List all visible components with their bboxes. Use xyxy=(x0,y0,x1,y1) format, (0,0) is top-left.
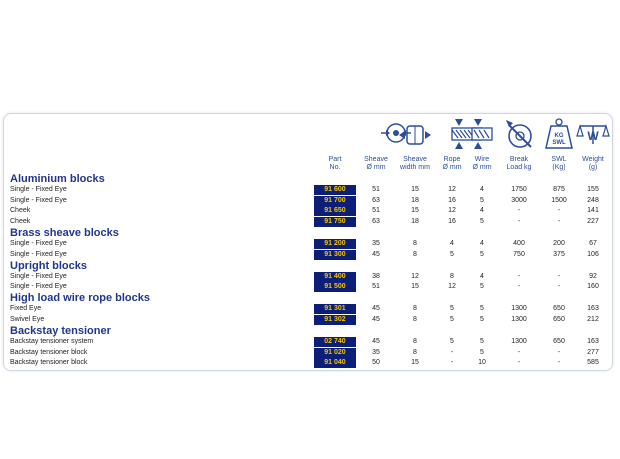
cell-sw: 8 xyxy=(413,305,417,313)
cell-weight: 163 xyxy=(587,338,599,345)
cell-weight: 277 xyxy=(587,348,599,356)
cell-break: 750 xyxy=(513,250,525,258)
cell-wire: 5 xyxy=(480,283,484,291)
header-part-line-2: No. xyxy=(329,164,341,171)
cell-swl: - xyxy=(557,283,561,291)
cell-weight: 227 xyxy=(587,217,599,225)
cell-weight: 155 xyxy=(587,186,599,193)
part-number: 91 600 xyxy=(314,185,356,195)
cell-wire: 4 xyxy=(480,186,484,193)
cell-sw: 18 xyxy=(411,196,419,204)
cell-rope: 12 xyxy=(448,283,456,291)
cell-break: - xyxy=(517,359,521,367)
cell-sw: 18 xyxy=(411,217,419,225)
row-description: Single - Fixed Eye xyxy=(10,272,67,280)
row-description: Single - Fixed Eye xyxy=(10,250,67,258)
cell-swl: 1500 xyxy=(551,196,567,204)
cell-weight: 92 xyxy=(589,272,597,280)
wire-diameter-icon xyxy=(470,118,494,150)
cell-sd: 35 xyxy=(372,348,380,356)
cell-swl: 650 xyxy=(553,305,565,313)
break-load-icon xyxy=(504,118,536,150)
row-description: Backstay tensioner block xyxy=(10,359,88,367)
header-break-line-1: Break xyxy=(509,156,529,163)
cell-weight: 585 xyxy=(587,359,599,367)
header-wire-line-2: Ø mm xyxy=(472,164,492,171)
cell-break: - xyxy=(517,283,521,291)
cell-weight: 160 xyxy=(587,283,599,291)
cell-sd: 51 xyxy=(372,207,380,215)
part-number: 91 040 xyxy=(314,358,356,368)
table-row xyxy=(0,196,620,206)
header-rope-line-1: Rope xyxy=(443,156,461,163)
weight-scale-icon xyxy=(576,120,610,148)
table-row xyxy=(0,348,620,358)
cell-weight: 248 xyxy=(587,196,599,204)
swl-icon-text-1: KG xyxy=(554,133,564,139)
part-number: 91 650 xyxy=(314,206,356,216)
cell-weight: 163 xyxy=(587,305,599,313)
header-weight-line-2: (g) xyxy=(588,164,598,171)
cell-sd: 63 xyxy=(372,196,380,204)
cell-weight: 141 xyxy=(587,207,599,215)
cell-sd: 63 xyxy=(372,217,380,225)
cell-rope: - xyxy=(450,359,454,367)
cell-break: - xyxy=(517,217,521,225)
cell-wire: 5 xyxy=(480,315,484,323)
cell-sw: 8 xyxy=(413,315,417,323)
section-title: Aluminium blocks xyxy=(10,173,105,185)
cell-weight: 212 xyxy=(587,315,599,323)
cell-sw: 8 xyxy=(413,338,417,345)
cell-sw: 12 xyxy=(411,272,419,280)
cell-swl: - xyxy=(557,272,561,280)
header-part-line-1: Part xyxy=(328,156,342,163)
table-row xyxy=(0,250,620,260)
cell-sd: 50 xyxy=(372,359,380,367)
header-break-line-2: Load kg xyxy=(506,164,532,171)
cell-weight: 106 xyxy=(587,250,599,258)
cell-break: 400 xyxy=(513,239,525,247)
section-title: Brass sheave blocks xyxy=(10,226,119,239)
section-title: Upright blocks xyxy=(10,259,88,272)
cell-sd: 45 xyxy=(372,315,380,323)
cell-wire: 4 xyxy=(480,207,484,215)
cell-sd: 38 xyxy=(372,272,380,280)
part-number: 91 301 xyxy=(314,304,356,314)
cell-swl: 875 xyxy=(553,186,565,193)
cell-sw: 8 xyxy=(413,348,417,356)
sheave-width-icon xyxy=(398,122,432,148)
row-description: Backstay tensioner block xyxy=(10,348,88,356)
cell-rope: 5 xyxy=(450,338,454,345)
cell-swl: 650 xyxy=(553,315,565,323)
cell-sw: 15 xyxy=(411,207,419,215)
header-icons xyxy=(0,118,620,154)
cell-sw: 15 xyxy=(411,283,419,291)
cell-swl: - xyxy=(557,348,561,356)
table-row xyxy=(0,272,620,282)
swl-weight-icon xyxy=(544,118,574,150)
cell-wire: 5 xyxy=(480,250,484,258)
cell-break: 1750 xyxy=(511,186,527,193)
part-number: 91 300 xyxy=(314,250,356,260)
cell-wire: 5 xyxy=(480,217,484,225)
cell-swl: 200 xyxy=(553,239,565,247)
table-row xyxy=(0,358,620,368)
table-row xyxy=(0,282,620,292)
cell-swl: - xyxy=(557,207,561,215)
cell-break: 1300 xyxy=(511,315,527,323)
cell-sw: 15 xyxy=(411,359,419,367)
cell-break: - xyxy=(517,272,521,280)
cell-sd: 45 xyxy=(372,338,380,345)
part-number: 91 700 xyxy=(314,196,356,206)
part-number: 91 400 xyxy=(314,272,356,282)
cell-rope: 5 xyxy=(450,315,454,323)
weight-icon-text: W xyxy=(587,129,599,143)
cell-wire: 10 xyxy=(478,359,486,367)
cell-sd: 51 xyxy=(372,283,380,291)
cell-rope: 16 xyxy=(448,217,456,225)
cell-rope: 5 xyxy=(450,305,454,313)
section-title: High load wire rope blocks xyxy=(10,292,150,305)
cell-break: 3000 xyxy=(511,196,527,204)
header-weight-line-1: Weight xyxy=(582,156,604,163)
row-description: Fixed Eye xyxy=(10,305,42,313)
header-break xyxy=(499,156,539,172)
header-sheave_d-line-2: Ø mm xyxy=(366,164,386,171)
header-swl-line-1: SWL xyxy=(551,156,567,163)
cell-rope: 8 xyxy=(450,272,454,280)
cell-rope: - xyxy=(450,348,454,356)
header-rope-line-2: Ø mm xyxy=(442,164,462,171)
table-row xyxy=(0,304,620,314)
part-number: 91 500 xyxy=(314,282,356,292)
cell-wire: 5 xyxy=(480,348,484,356)
cell-sd: 45 xyxy=(372,250,380,258)
cell-rope: 12 xyxy=(448,186,456,193)
header-sheave_d xyxy=(356,156,396,172)
cell-rope: 4 xyxy=(450,239,454,247)
section-title: Backstay tensioner xyxy=(10,325,111,337)
cell-sw: 8 xyxy=(413,250,417,258)
table-row xyxy=(0,185,620,195)
cell-rope: 16 xyxy=(448,196,456,204)
cell-break: - xyxy=(517,348,521,356)
part-number: 02 740 xyxy=(314,337,356,347)
header-wire xyxy=(462,156,502,172)
table-row xyxy=(0,337,620,347)
row-description: Single - Fixed Eye xyxy=(10,196,67,204)
cell-sw: 8 xyxy=(413,239,417,247)
cell-sd: 51 xyxy=(372,186,380,193)
part-number: 91 200 xyxy=(314,239,356,249)
cell-wire: 4 xyxy=(480,272,484,280)
row-description: Cheek xyxy=(10,217,31,225)
cell-swl: - xyxy=(557,359,561,367)
cell-swl: 375 xyxy=(553,250,565,258)
cell-sd: 45 xyxy=(372,305,380,313)
header-sheave_w-line-2: width mm xyxy=(400,164,430,171)
header-sheave_w xyxy=(395,156,435,172)
swl-icon-text-2: SWL xyxy=(552,140,566,146)
header-swl-line-2: (Kg) xyxy=(552,164,566,171)
cell-sd: 35 xyxy=(372,239,380,247)
header-sheave_w-line-1: Sheave xyxy=(403,156,427,163)
cell-wire: 5 xyxy=(480,196,484,204)
part-number: 91 020 xyxy=(314,348,356,358)
row-description: Single - Fixed Eye xyxy=(10,283,67,291)
cell-wire: 5 xyxy=(480,338,484,345)
cell-wire: 5 xyxy=(480,305,484,313)
row-description: Single - Fixed Eye xyxy=(10,239,67,247)
cell-weight: 67 xyxy=(589,239,597,247)
row-description: Single - Fixed Eye xyxy=(10,186,67,193)
table-row xyxy=(0,239,620,249)
cell-swl: 650 xyxy=(553,338,565,345)
cell-sw: 15 xyxy=(411,186,419,193)
cell-break: 1300 xyxy=(511,338,527,345)
cell-rope: 5 xyxy=(450,250,454,258)
cell-break: - xyxy=(517,207,521,215)
cell-rope: 12 xyxy=(448,207,456,215)
header-weight xyxy=(573,156,613,172)
part-number: 91 750 xyxy=(314,217,356,227)
part-number: 91 302 xyxy=(314,315,356,325)
table-row xyxy=(0,206,620,216)
cell-swl: - xyxy=(557,217,561,225)
row-description: Cheek xyxy=(10,207,31,215)
table-row xyxy=(0,315,620,325)
cell-wire: 4 xyxy=(480,239,484,247)
table-row xyxy=(0,217,620,227)
header-part xyxy=(315,156,355,172)
header-wire-line-1: Wire xyxy=(474,156,490,163)
header-sheave_d-line-1: Sheave xyxy=(364,156,388,163)
cell-break: 1300 xyxy=(511,305,527,313)
row-description: Backstay tensioner system xyxy=(10,338,94,345)
row-description: Swivel Eye xyxy=(10,315,45,323)
